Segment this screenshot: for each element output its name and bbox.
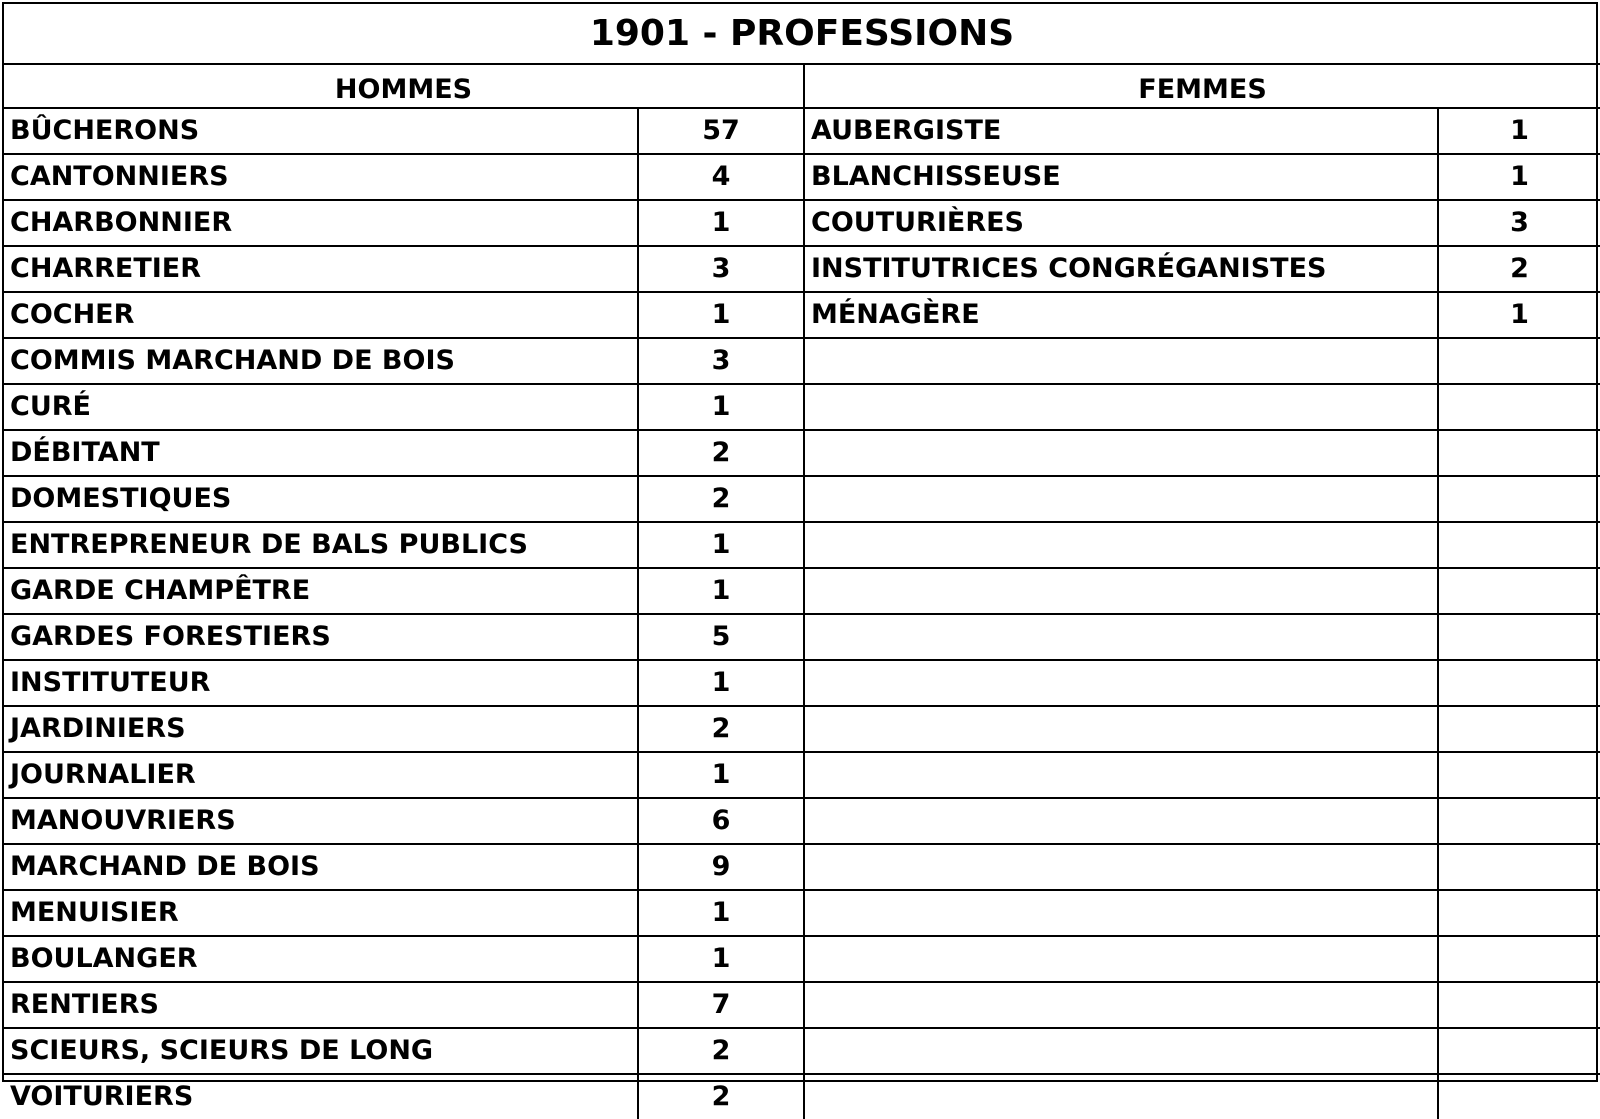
table-row (4, 430, 1600, 476)
women-profession-cell: BLANCHISSEUSE (804, 154, 1438, 200)
men-profession-cell: CHARBONNIER (4, 200, 638, 246)
women-profession-cell (804, 1074, 1438, 1119)
women-column-header: FEMMES (804, 64, 1600, 108)
men-count-cell: 1 (638, 200, 804, 246)
women-profession-cell (804, 660, 1438, 706)
men-profession-cell: CHARRETIER (4, 246, 638, 292)
women-count-cell (1438, 384, 1600, 430)
women-count-cell (1438, 936, 1600, 982)
women-count-cell: 2 (1438, 246, 1600, 292)
table-row (4, 1074, 1600, 1119)
men-count-cell: 1 (638, 384, 804, 430)
women-count-cell: 1 (1438, 154, 1600, 200)
professions-table (4, 4, 1600, 1119)
women-count-cell (1438, 476, 1600, 522)
men-count-cell: 3 (638, 246, 804, 292)
men-column-header: HOMMES (4, 64, 804, 108)
men-count-cell: 1 (638, 936, 804, 982)
table-row (4, 844, 1600, 890)
women-profession-cell: COUTURIÈRES (804, 200, 1438, 246)
table-row (4, 200, 1600, 246)
women-count-cell (1438, 798, 1600, 844)
men-profession-cell: ENTREPRENEUR DE BALS PUBLICS (4, 522, 638, 568)
women-count-cell (1438, 1028, 1600, 1074)
women-profession-cell (804, 844, 1438, 890)
women-count-cell (1438, 752, 1600, 798)
women-profession-cell (804, 890, 1438, 936)
page-title: 1901 - PROFESSIONS (4, 4, 1600, 64)
men-profession-cell: DÉBITANT (4, 430, 638, 476)
women-profession-cell (804, 936, 1438, 982)
men-profession-cell: MENUISIER (4, 890, 638, 936)
men-count-cell: 2 (638, 476, 804, 522)
women-profession-cell (804, 1028, 1438, 1074)
men-profession-cell: VOITURIERS (4, 1074, 638, 1119)
table-row (4, 936, 1600, 982)
table-row (4, 614, 1600, 660)
table-row (4, 752, 1600, 798)
men-count-cell: 2 (638, 1028, 804, 1074)
men-count-cell: 2 (638, 1074, 804, 1119)
table-row (4, 476, 1600, 522)
women-profession-cell (804, 568, 1438, 614)
women-profession-cell (804, 430, 1438, 476)
women-count-cell: 1 (1438, 108, 1600, 154)
table-row (4, 338, 1600, 384)
men-count-cell: 2 (638, 430, 804, 476)
women-count-cell (1438, 522, 1600, 568)
women-count-cell (1438, 338, 1600, 384)
men-profession-cell: INSTITUTEUR (4, 660, 638, 706)
men-count-cell: 1 (638, 752, 804, 798)
women-count-cell (1438, 660, 1600, 706)
men-count-cell: 9 (638, 844, 804, 890)
table-row (4, 292, 1600, 338)
women-count-cell (1438, 568, 1600, 614)
women-profession-cell (804, 338, 1438, 384)
men-profession-cell: CURÉ (4, 384, 638, 430)
women-profession-cell (804, 384, 1438, 430)
men-count-cell: 6 (638, 798, 804, 844)
table-row (4, 1028, 1600, 1074)
table-row (4, 890, 1600, 936)
women-profession-cell (804, 614, 1438, 660)
men-profession-cell: JARDINIERS (4, 706, 638, 752)
men-profession-cell: BOULANGER (4, 936, 638, 982)
men-profession-cell: DOMESTIQUES (4, 476, 638, 522)
men-profession-cell: RENTIERS (4, 982, 638, 1028)
men-count-cell: 1 (638, 522, 804, 568)
men-profession-cell: GARDES FORESTIERS (4, 614, 638, 660)
men-count-cell: 2 (638, 706, 804, 752)
men-count-cell: 1 (638, 568, 804, 614)
men-count-cell: 1 (638, 890, 804, 936)
men-count-cell: 3 (638, 338, 804, 384)
women-count-cell (1438, 614, 1600, 660)
table-row (4, 798, 1600, 844)
men-count-cell: 4 (638, 154, 804, 200)
men-profession-cell: CANTONNIERS (4, 154, 638, 200)
table-row (4, 154, 1600, 200)
women-count-cell: 3 (1438, 200, 1600, 246)
women-profession-cell: AUBERGISTE (804, 108, 1438, 154)
women-count-cell (1438, 844, 1600, 890)
men-profession-cell: COCHER (4, 292, 638, 338)
women-count-cell (1438, 982, 1600, 1028)
men-profession-cell: SCIEURS, SCIEURS DE LONG (4, 1028, 638, 1074)
men-profession-cell: MARCHAND DE BOIS (4, 844, 638, 890)
men-profession-cell: JOURNALIER (4, 752, 638, 798)
women-profession-cell: MÉNAGÈRE (804, 292, 1438, 338)
men-count-cell: 1 (638, 292, 804, 338)
table-row (4, 706, 1600, 752)
women-profession-cell (804, 798, 1438, 844)
men-profession-cell: BÛCHERONS (4, 108, 638, 154)
table-row (4, 982, 1600, 1028)
men-count-cell: 1 (638, 660, 804, 706)
men-count-cell: 5 (638, 614, 804, 660)
women-profession-cell (804, 752, 1438, 798)
table-row (4, 246, 1600, 292)
table-row (4, 384, 1600, 430)
women-count-cell (1438, 1074, 1600, 1119)
men-profession-cell: GARDE CHAMPÊTRE (4, 568, 638, 614)
women-profession-cell (804, 476, 1438, 522)
men-profession-cell: MANOUVRIERS (4, 798, 638, 844)
men-count-cell: 7 (638, 982, 804, 1028)
table-row (4, 660, 1600, 706)
professions-sheet (2, 2, 1598, 1112)
women-count-cell (1438, 890, 1600, 936)
women-profession-cell (804, 982, 1438, 1028)
women-profession-cell: INSTITUTRICES CONGRÉGANISTES (804, 246, 1438, 292)
table-row (4, 568, 1600, 614)
men-count-cell: 57 (638, 108, 804, 154)
women-count-cell (1438, 706, 1600, 752)
women-count-cell (1438, 430, 1600, 476)
table-row (4, 522, 1600, 568)
women-count-cell: 1 (1438, 292, 1600, 338)
men-profession-cell: COMMIS MARCHAND DE BOIS (4, 338, 638, 384)
women-profession-cell (804, 706, 1438, 752)
table-row (4, 108, 1600, 154)
women-profession-cell (804, 522, 1438, 568)
